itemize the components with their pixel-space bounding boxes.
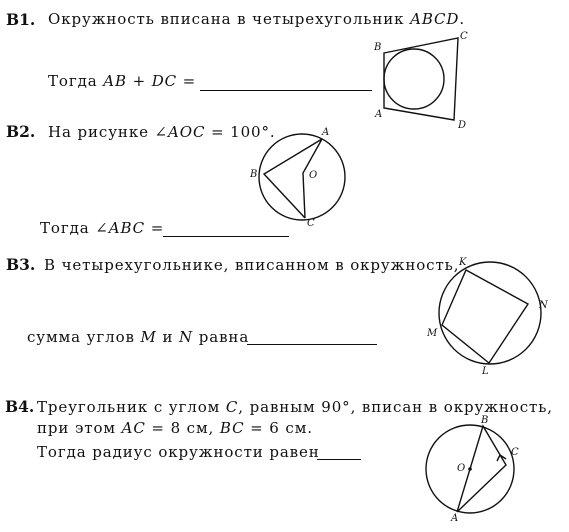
b2-point-b: B	[250, 169, 258, 180]
b3-answer-prefix: сумма углов	[27, 328, 141, 346]
b1-statement-prefix: Окружность вписана в четырехугольник	[48, 10, 411, 28]
b2-point-a: A	[322, 127, 330, 138]
b3-label: B3.	[6, 255, 36, 274]
b1-answer-expr: AB + DC	[103, 72, 178, 90]
b2-statement-angle: ∠AOC	[154, 123, 206, 141]
b1-figure	[384, 38, 458, 120]
b3-circle	[439, 262, 541, 364]
b4-line2-ac: AC	[121, 419, 146, 437]
b2-statement-prefix: На рисунке	[48, 123, 155, 141]
b3-answer-m: M	[140, 328, 157, 346]
b4-line3: Тогда радиус окружности равен	[37, 443, 320, 461]
b2-answer-angle: ∠ABC	[95, 219, 146, 237]
b3-point-k: K	[459, 257, 467, 268]
b4-line1-prefix: Треугольник с углом	[37, 398, 226, 416]
b4-point-b: B	[481, 415, 489, 426]
b4-line2-prefix: при этом	[37, 419, 122, 437]
b1-point-c: C	[460, 31, 468, 42]
b4-center-dot	[468, 467, 472, 471]
b3-answer-and: и	[156, 328, 180, 346]
b4-line2-suffix: = 6 см.	[244, 419, 313, 437]
b3-point-n: N	[539, 300, 548, 311]
b1-point-b: B	[374, 42, 382, 53]
b4-point-c: C	[511, 447, 519, 458]
b3-answer-suffix: равна	[193, 328, 250, 346]
b4-label: B4.	[5, 397, 35, 416]
b1-inscribed-circle	[384, 49, 444, 109]
b1-statement-suffix: .	[459, 10, 466, 28]
b2-answer-prefix: Тогда	[40, 219, 96, 237]
b2-answer-suffix: =	[145, 219, 165, 237]
b2-figure	[259, 134, 345, 220]
b4-point-a: A	[451, 513, 459, 524]
b2-statement-suffix: = 100°.	[205, 123, 276, 141]
b3-figure	[439, 262, 541, 364]
b1-answer-prefix: Тогда	[48, 72, 104, 90]
b3-point-l: L	[482, 366, 489, 377]
b4-line1-suffix: , равным 90°, вписан в окружность,	[238, 398, 553, 416]
b2-point-o: O	[309, 170, 318, 181]
b2-point-c: C	[307, 218, 315, 229]
b4-line2-bc: BC	[219, 419, 245, 437]
b4-line2-mid: = 8 см,	[145, 419, 220, 437]
b2-circle	[259, 134, 345, 220]
b1-label: B1.	[6, 10, 36, 29]
b1-point-d: D	[458, 120, 467, 131]
b3-answer-n: N	[179, 328, 194, 346]
b1-point-a: A	[375, 109, 383, 120]
b3-statement: В четырехугольнике, вписанном в окружность,	[44, 256, 460, 274]
b3-point-m: M	[427, 328, 438, 339]
b1-answer-suffix: =	[177, 72, 197, 90]
b4-line1-c: C	[225, 398, 239, 416]
b1-statement-quad: ABCD	[410, 10, 460, 28]
b2-label: B2.	[6, 122, 36, 141]
b4-point-o: O	[457, 463, 466, 474]
